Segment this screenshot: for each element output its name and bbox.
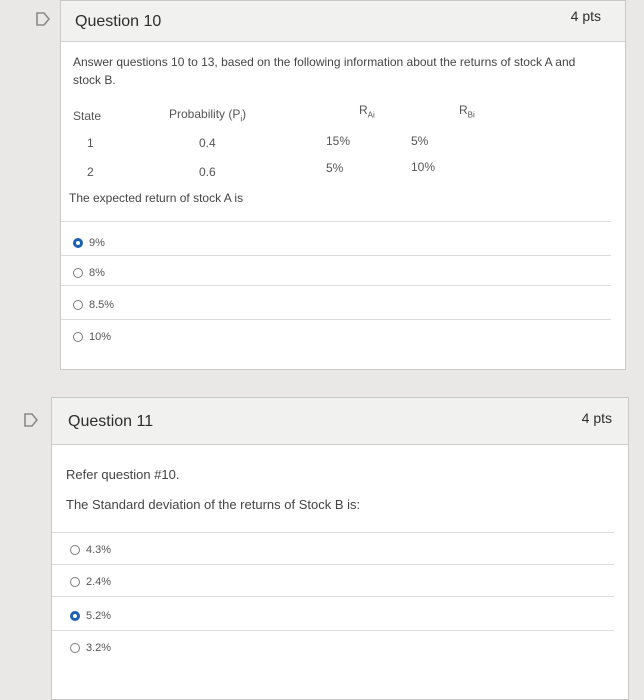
question-11-header xyxy=(52,398,628,445)
option-q10-3[interactable] xyxy=(73,299,114,311)
row-1-probability: 0.4 xyxy=(199,136,216,150)
divider xyxy=(61,319,611,320)
header-state: State xyxy=(73,109,102,123)
row-2-return-b: 10% xyxy=(411,160,436,174)
divider xyxy=(52,630,614,631)
question-11-reference: Refer question #10. xyxy=(66,467,180,482)
divider xyxy=(61,255,611,256)
header-return-b: $R_{Bi}$ xyxy=(459,103,475,120)
flag-icon[interactable] xyxy=(34,10,52,28)
option-q11-1[interactable] xyxy=(70,544,111,556)
option-q11-3[interactable] xyxy=(70,610,111,622)
radio-button-selected[interactable] xyxy=(73,238,83,248)
question-10-card xyxy=(60,0,626,370)
radio-button[interactable] xyxy=(70,643,80,653)
divider xyxy=(52,564,614,565)
question-10-prompt: The expected return of stock A is xyxy=(69,191,244,205)
option-label: 9% xyxy=(89,237,105,249)
question-10-points: 4 pts xyxy=(570,8,601,24)
radio-button[interactable] xyxy=(70,577,80,587)
row-2-return-a: 5% xyxy=(326,161,344,175)
divider xyxy=(61,221,611,222)
option-label: 4.3% xyxy=(86,544,112,556)
option-label: 5.2% xyxy=(86,610,112,622)
radio-button-selected[interactable] xyxy=(70,611,80,621)
divider xyxy=(52,532,614,533)
radio-button[interactable] xyxy=(70,545,80,555)
row-1-return-b: 5% xyxy=(411,134,429,148)
row-2-state: 2 xyxy=(87,165,94,179)
question-11-title: Question 11 xyxy=(68,413,154,430)
flag-icon[interactable] xyxy=(22,411,40,429)
row-1-return-a: 15% xyxy=(326,134,351,148)
option-q10-4[interactable] xyxy=(73,331,111,343)
header-return-a: $R_{Ai}$ xyxy=(359,103,375,120)
question-11-points: 4 pts xyxy=(581,410,612,426)
row-1-state: 1 xyxy=(87,136,94,150)
option-label: 2.4% xyxy=(86,576,112,588)
question-11-card xyxy=(51,397,629,700)
option-label: 8.5% xyxy=(89,299,115,311)
question-10-header xyxy=(61,1,625,42)
question-10-title: Question 10 xyxy=(75,13,162,30)
radio-button[interactable] xyxy=(73,332,83,342)
header-probability: Probability $(P_i)$ xyxy=(169,107,247,124)
option-q11-2[interactable] xyxy=(70,576,111,588)
question-11-prompt: The Standard deviation of the returns of Stock B is: xyxy=(66,497,361,512)
option-label: 3.2% xyxy=(86,642,112,654)
divider xyxy=(61,285,611,286)
option-q10-2[interactable] xyxy=(73,267,105,279)
option-q10-1[interactable] xyxy=(73,237,105,249)
option-label: 10% xyxy=(89,331,112,343)
radio-button[interactable] xyxy=(73,300,83,310)
option-label: 8% xyxy=(89,267,105,279)
radio-button[interactable] xyxy=(73,268,83,278)
question-10-intro: Answer questions 10 to 13, based on the following information about the returns of stock A and stock B. xyxy=(73,55,576,87)
row-2-probability: 0.6 xyxy=(199,165,216,179)
divider xyxy=(52,596,614,597)
option-q11-4[interactable] xyxy=(70,642,111,654)
